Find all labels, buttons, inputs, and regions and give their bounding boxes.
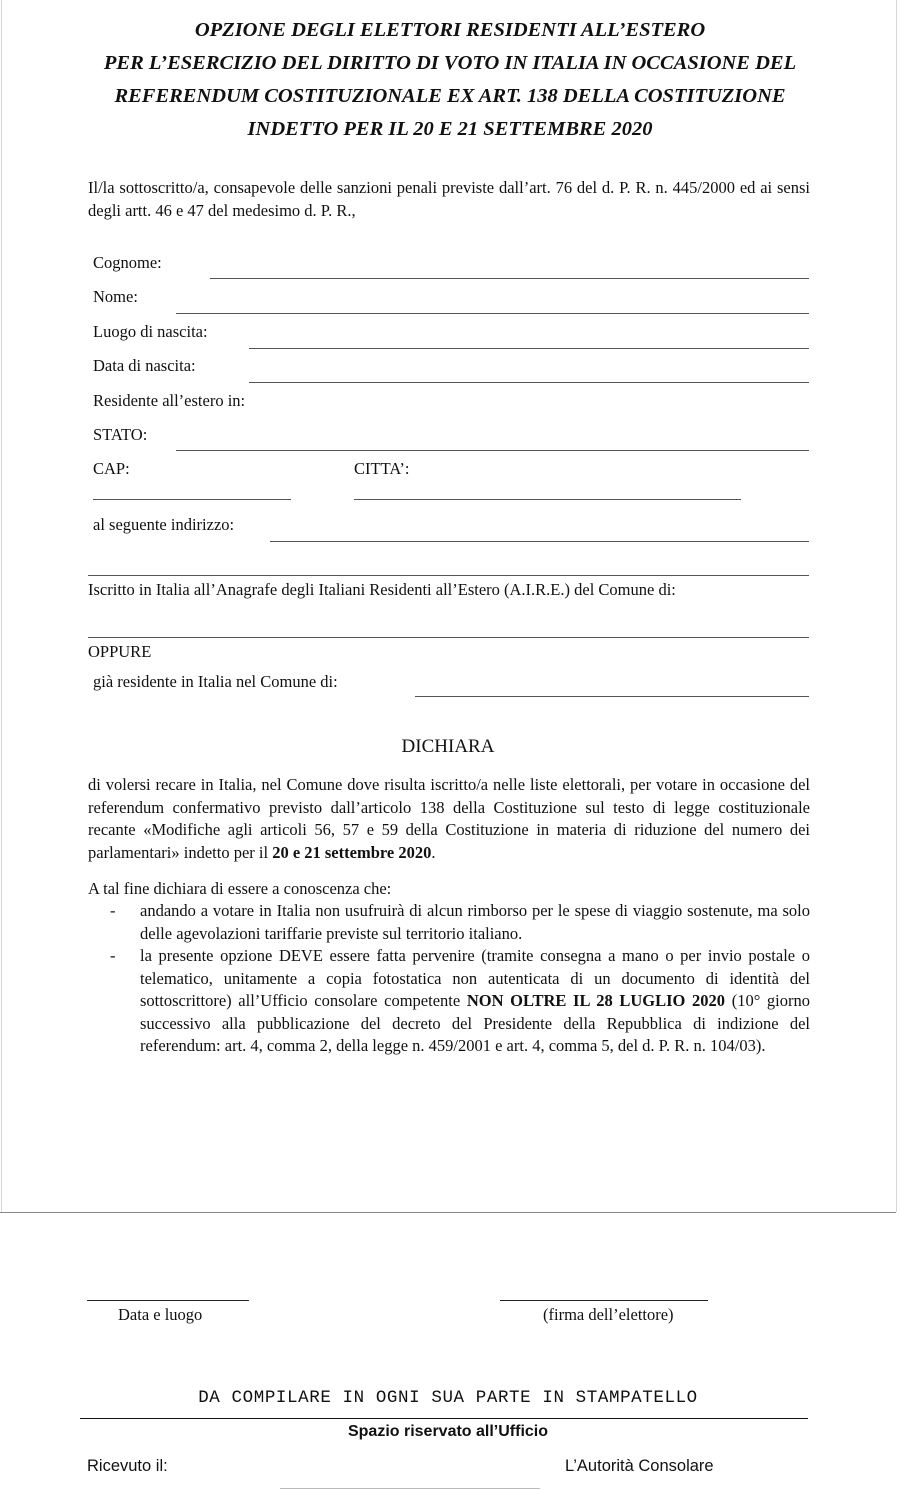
label-indirizzo: al seguente indirizzo: — [93, 515, 235, 534]
cognome-field[interactable] — [210, 278, 809, 279]
dichiara-heading: DICHIARA — [401, 736, 495, 757]
stato-field[interactable] — [176, 450, 809, 451]
declaration-end: . — [431, 842, 436, 862]
declaration-text: di volersi recare in Italia, nel Comune dove risulta iscritto/a nelle liste elettorali, per votare in occasione del referendum confermativo previsto dall’articolo 138 della Costituzione sul testo di legge costituzionale recante «Modifiche agli articoli 56, 57 e 59 della Costituzione in materia di riduzione del numero dei parlamentari» indetto per il — [88, 775, 810, 862]
cap-field[interactable] — [93, 499, 291, 500]
bullet-text: la presente opzione DEVE essere fatta pervenire (tramite consegna a mano o per invio postale o telematico, unitamente a copia fotostatica non autenticata di un documento di identità del sottoscrittore) all’Ufficio consolare competente — [140, 946, 810, 1010]
bullet-dash: - — [110, 946, 116, 965]
nome-field[interactable] — [176, 313, 809, 314]
ricevuto-field[interactable] — [280, 1488, 540, 1489]
title-line-1: OPZIONE DEGLI ELETTORI RESIDENTI ALL’ESTERO — [194, 19, 706, 41]
label-stato: STATO: — [93, 425, 148, 444]
title-line-4: INDETTO PER IL 20 E 21 SETTEMBRE 2020 — [247, 118, 653, 140]
label-data-luogo: Data e luogo — [118, 1305, 203, 1324]
label-aire: Iscritto in Italia all’Anagrafe degli Italiani Residenti all’Estero (A.I.R.E.) del Comune di: — [88, 580, 676, 599]
data-nascita-field[interactable] — [249, 382, 809, 383]
office-title: Spazio riservato all’Ufficio — [347, 1423, 549, 1440]
page-border-left — [1, 0, 2, 1212]
declaration-paragraph — [88, 774, 810, 864]
label-citta: CITTA’: — [354, 459, 410, 478]
label-luogo-nascita: Luogo di nascita: — [93, 322, 208, 341]
bullet-list — [110, 900, 810, 1058]
title-line-2: PER L’ESERCIZIO DEL DIRITTO DI VOTO IN ITALIA IN OCCASIONE DEL — [103, 52, 797, 74]
intro-paragraph: Il/la sottoscritto/a, consapevole delle sanzioni penali previste dall’art. 76 del d. P. R. n. 445/2000 ed ai sensi degli artt. 46 e 47 del medesimo d. P. R., — [88, 178, 810, 220]
label-ricevuto: Ricevuto il: — [87, 1457, 168, 1475]
form-title — [60, 14, 840, 146]
title-line-3: REFERENDUM COSTITUZIONALE EX ART. 138 DELLA COSTITUZIONE — [114, 85, 786, 107]
label-cap: CAP: — [93, 459, 130, 478]
label-nome: Nome: — [93, 287, 138, 306]
label-residente: Residente all’estero in: — [93, 391, 246, 410]
list-item — [110, 945, 810, 1058]
bullet-text: andando a votare in Italia non usufruirà di alcun rimborso per le spese di viaggio sostenute, ma solo delle agevolazioni tariffarie previste sul territorio italiano. — [140, 901, 810, 943]
stampatello-notice: DA COMPILARE IN OGNI SUA PARTE IN STAMPATELLO — [198, 1388, 698, 1408]
label-firma: (firma dell’elettore) — [543, 1305, 674, 1324]
indirizzo-field-line-2[interactable] — [88, 575, 809, 576]
label-oppure: OPPURE — [88, 642, 152, 661]
label-cognome: Cognome: — [93, 253, 162, 272]
deadline-bold: NON OLTRE IL 28 LUGLIO 2020 — [466, 991, 726, 1010]
label-data-nascita: Data di nascita: — [93, 356, 196, 375]
citta-field[interactable] — [354, 499, 741, 500]
firma-field[interactable] — [500, 1300, 708, 1301]
declaration-date: 20 e 21 settembre 2020 — [272, 842, 432, 862]
luogo-nascita-field[interactable] — [249, 348, 809, 349]
data-luogo-field[interactable] — [87, 1300, 249, 1301]
label-autorita: L’Autorità Consolare — [565, 1457, 714, 1475]
page-separator — [0, 1212, 896, 1213]
gia-residente-field[interactable] — [415, 696, 809, 697]
bullet-text-end: (10° giorno successivo alla pubblicazione del decreto del Presidente della Repubblica di indizione del referendum: art. 4, comma 2, della legge n. 459/2001 e art. 4, comma 5, del d. P. R. n. 104/03). — [140, 991, 811, 1055]
bullet-dash: - — [110, 901, 116, 920]
office-rule — [80, 1418, 808, 1419]
page-border-right — [896, 0, 897, 1212]
list-item — [110, 900, 810, 945]
indirizzo-field[interactable] — [270, 541, 809, 542]
label-gia-residente: già residente in Italia nel Comune di: — [93, 672, 338, 691]
bullets-intro: A tal fine dichiara di essere a conoscenza che: — [88, 879, 392, 898]
aire-comune-field[interactable] — [88, 637, 809, 638]
